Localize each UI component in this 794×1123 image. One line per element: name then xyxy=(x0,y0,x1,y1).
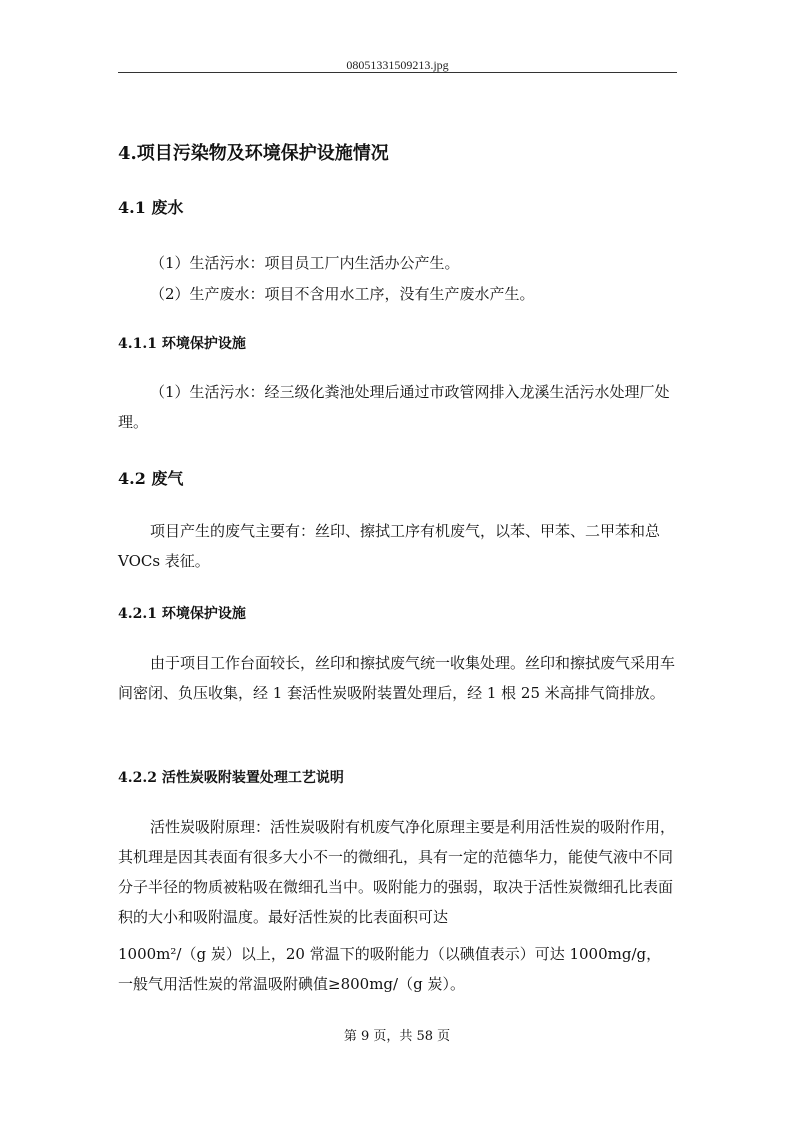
section-title: 4.项目污染物及环境保护设施情况 xyxy=(118,143,389,164)
wastewater-item-2: （2）生产废水：项目不含用水工序，没有生产废水产生。 xyxy=(150,285,535,303)
paragraph-4-2-2-line-1: 1000m²/（g 炭）以上，20 常温下的吸附能力（以碘值表示）可达 1000mg/g， xyxy=(118,945,662,963)
paragraph-4-1-1-text: （1）生活污水：经三级化粪池处理后通过市政管网排入龙溪生活污水处理厂处理。 xyxy=(118,383,670,431)
paragraph-4-2-1-text: 由于项目工作台面较长，丝印和擦拭废气统一收集处理。丝印和擦拭废气采用车间密闭、负压收集，经 1 套活性炭吸附装置处理后，经 1 根 25 米高排气筒排放。 xyxy=(118,654,676,702)
wastewater-item-1: （1）生活污水：项目员工厂内生活办公产生。 xyxy=(150,254,460,272)
page-footer: 第 9 页，共 58 页 xyxy=(343,1029,451,1044)
heading-4-2: 4.2 废气 xyxy=(118,469,184,488)
heading-4-2-2: 4.2.2 活性炭吸附装置处理工艺说明 xyxy=(118,770,344,786)
paragraph-4-2-2-text: 活性炭吸附原理：活性炭吸附有机废气净化原理主要是利用活性炭的吸附作用，其机理是因其表面有很多大小不一的微细孔，具有一定的范德华力，能使气液中不同分子半径的物质被粘吸在微细孔当中。吸附能力的强弱，取决于活性炭微细孔比表面积的大小和吸附温度。最好活性炭的比表面积可达 xyxy=(118,818,676,926)
paragraph-4-2-2 xyxy=(118,812,678,932)
paragraph-4-2-text: 项目产生的废气主要有：丝印、擦拭工序有机废气，以苯、甲苯、二甲苯和总 VOCs 表征。 xyxy=(118,522,661,570)
heading-4-2-1: 4.2.1 环境保护设施 xyxy=(118,606,246,622)
heading-4-1: 4.1 废水 xyxy=(118,198,184,217)
heading-4-1-1: 4.1.1 环境保护设施 xyxy=(118,336,246,352)
paragraph-4-2-2-line-2: 一般气用活性炭的常温吸附碘值≥800mg/（g 炭）。 xyxy=(118,975,465,993)
header-divider xyxy=(118,72,677,73)
paragraph-4-2-1 xyxy=(118,648,678,708)
page-header: 08051331509213.jpg xyxy=(346,58,449,72)
paragraph-4-1-1 xyxy=(118,377,678,437)
paragraph-4-2 xyxy=(118,516,678,576)
